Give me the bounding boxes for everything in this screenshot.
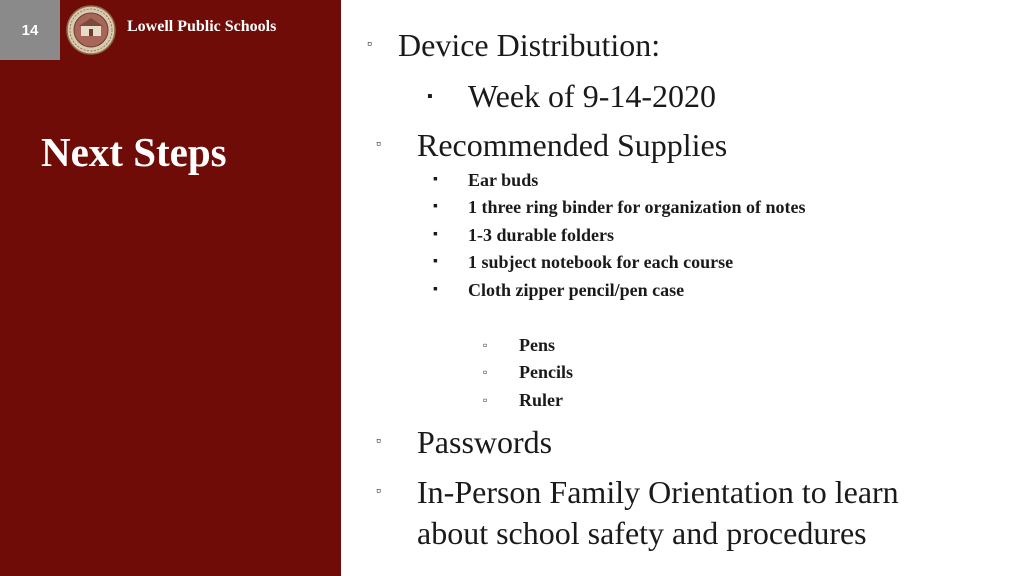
supply-item: 1 three ring binder for organization of notes <box>468 197 806 217</box>
supply-item: Cloth zipper pencil/pen case <box>468 280 685 300</box>
bullet-hollow: ▫ <box>483 365 488 379</box>
bullet-filled: ▪ <box>433 227 438 242</box>
sidebar-panel <box>0 0 341 576</box>
case-item: Pens <box>519 335 555 355</box>
bullet-filled: ▪ <box>433 199 438 214</box>
supply-item: 1-3 durable folders <box>468 225 614 245</box>
bullet-hollow: ▫ <box>376 137 381 152</box>
supplies-heading: Recommended Supplies <box>417 127 728 163</box>
case-item: Pencils <box>519 362 573 382</box>
supply-item: 1 subject notebook for each course <box>468 252 734 272</box>
school-seal-icon <box>66 5 116 55</box>
passwords-heading: Passwords <box>417 424 553 460</box>
bullet-hollow: ▫ <box>483 393 488 407</box>
bullet-filled: ▪ <box>433 254 438 269</box>
device-distribution-week: Week of 9-14-2020 <box>468 78 717 114</box>
bullet-hollow: ▫ <box>376 484 381 499</box>
slide-number: 14 <box>0 0 60 60</box>
page-title: Next Steps <box>41 129 227 175</box>
supply-item: Ear buds <box>468 170 539 190</box>
orientation-line-1: In-Person Family Orientation to learn <box>417 474 899 510</box>
bullet-filled: ▪ <box>427 88 433 105</box>
case-item: Ruler <box>519 390 563 410</box>
bullet-hollow: ▫ <box>367 37 372 52</box>
school-name: Lowell Public Schools <box>127 18 277 35</box>
orientation-line-2: about school safety and procedures <box>417 515 867 551</box>
bullet-hollow: ▫ <box>376 434 381 449</box>
device-distribution-heading: Device Distribution: <box>398 27 661 63</box>
bullet-hollow: ▫ <box>483 338 488 352</box>
bullet-filled: ▪ <box>433 282 438 297</box>
bullet-filled: ▪ <box>433 172 438 187</box>
